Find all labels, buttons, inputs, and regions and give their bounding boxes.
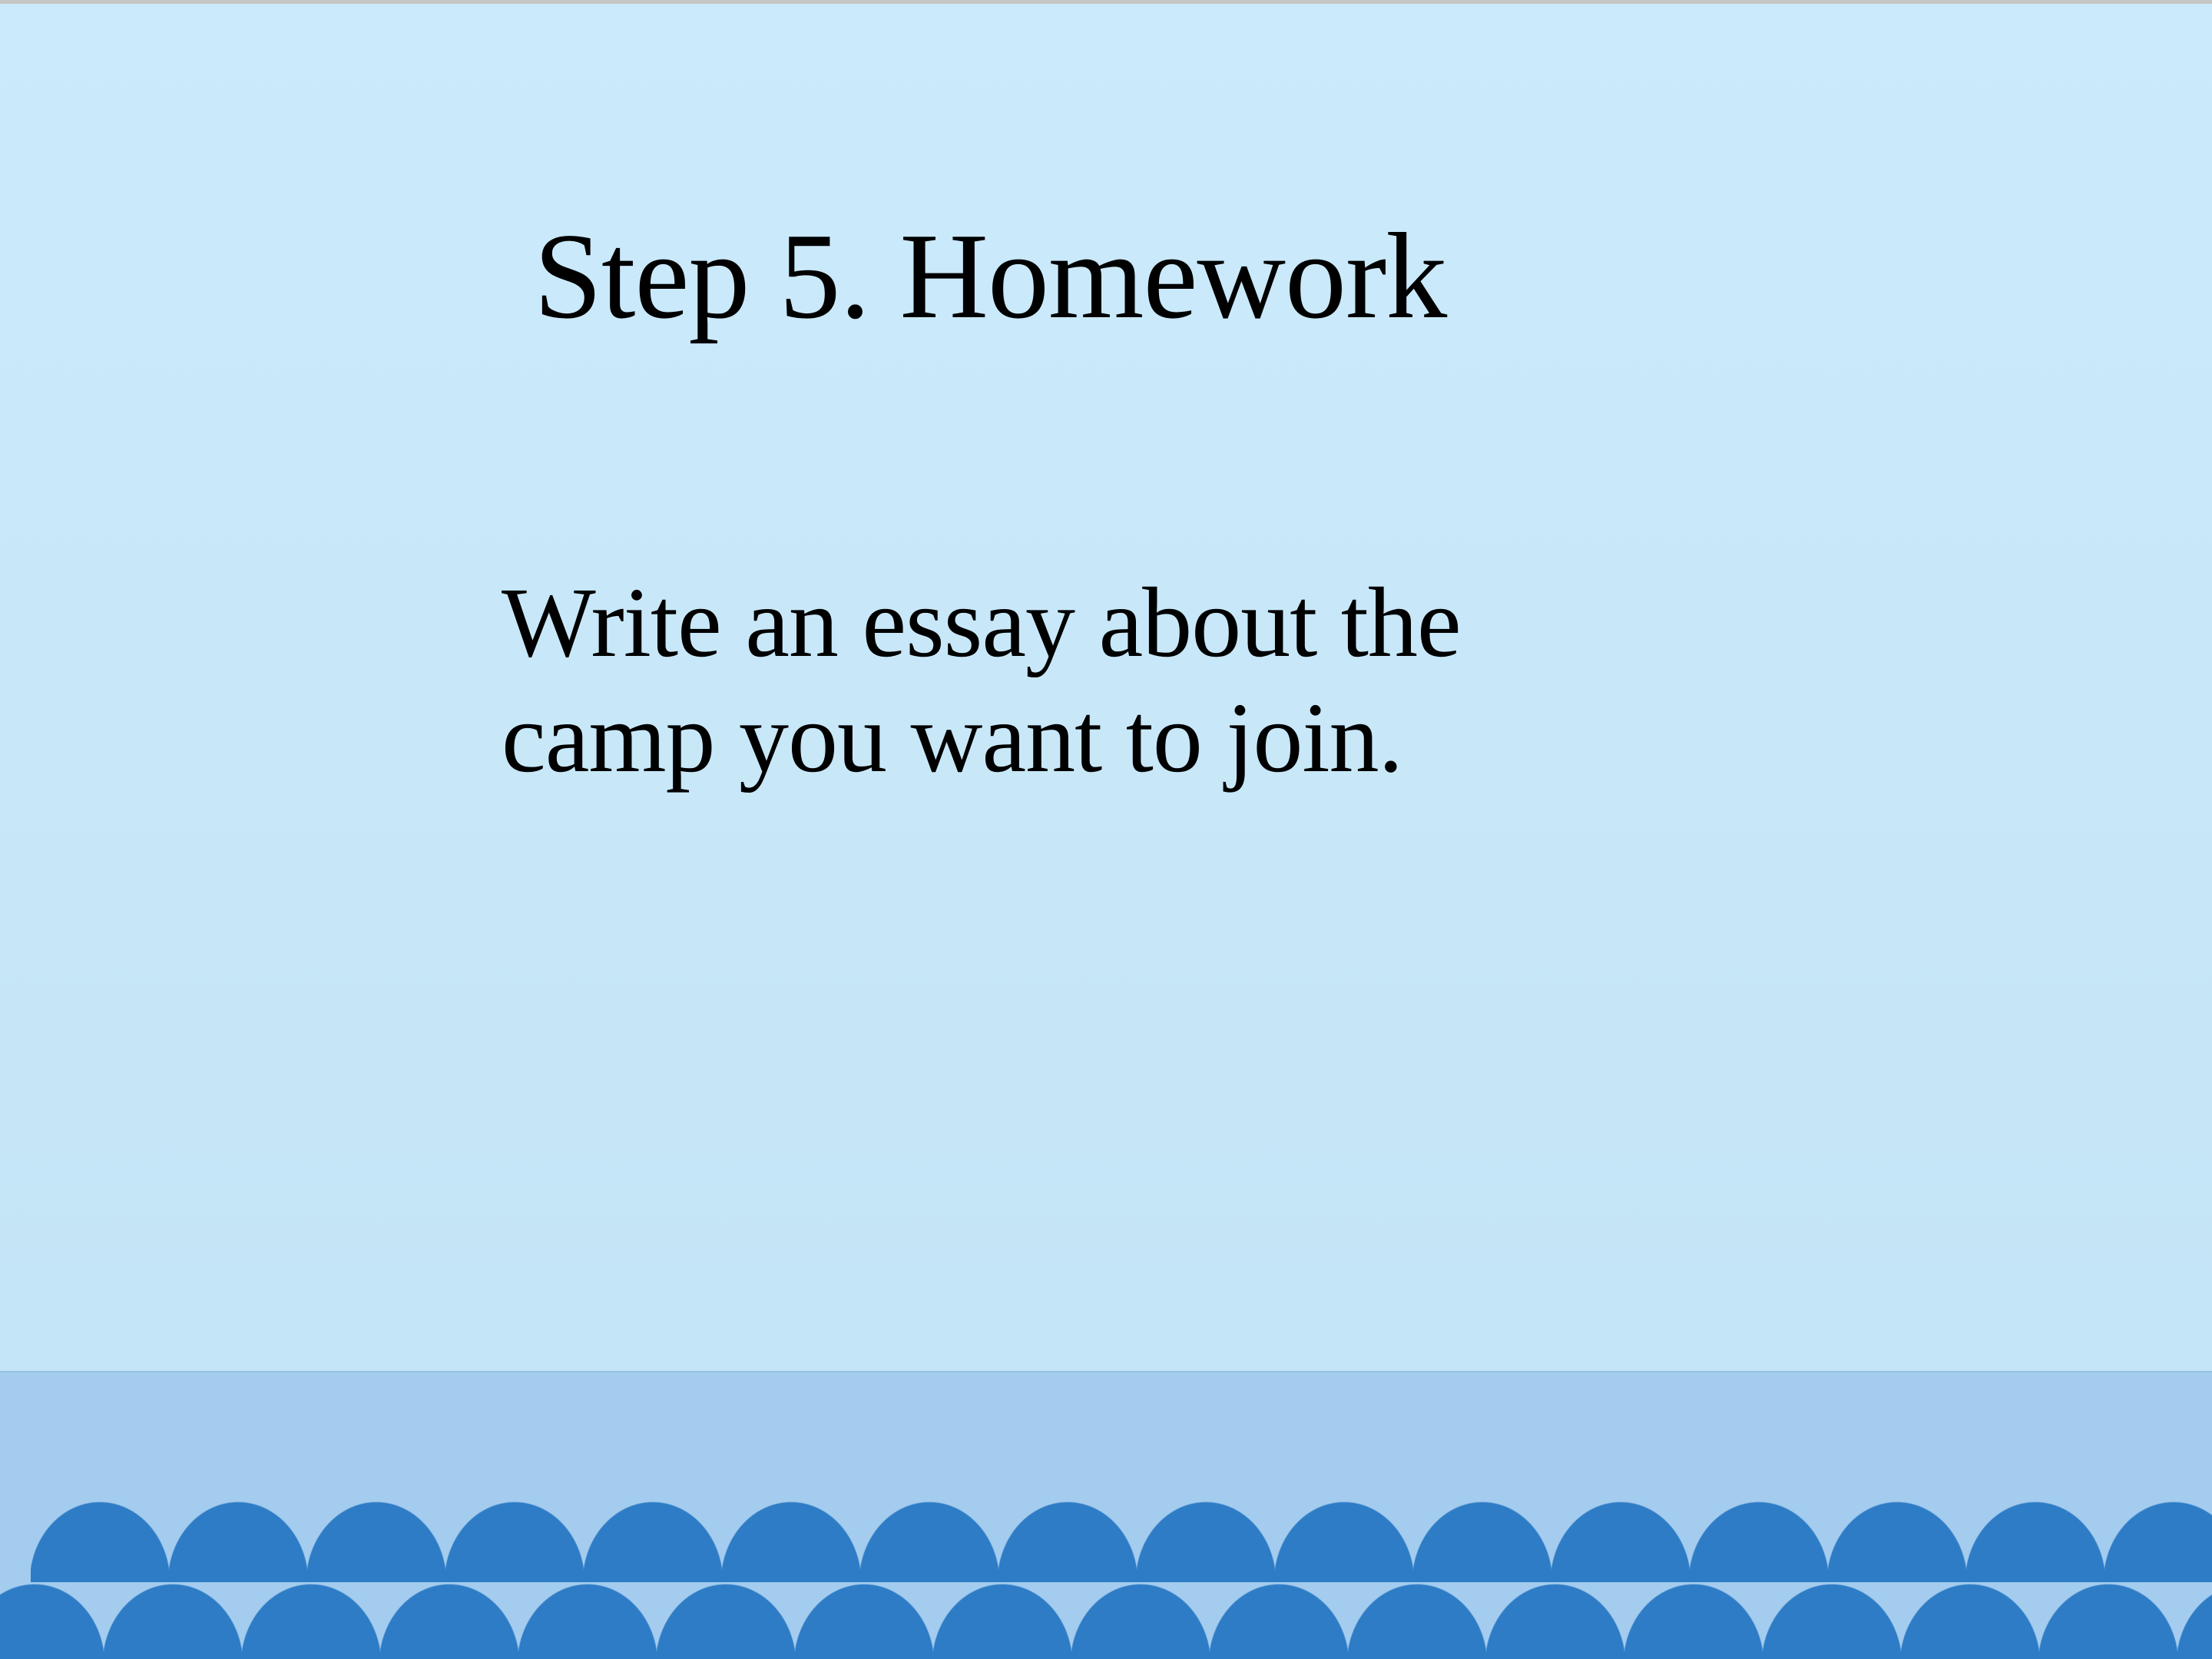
body-line-1: Write an essay about the bbox=[502, 568, 1461, 678]
slide-body-text bbox=[502, 566, 1461, 796]
slide-title: Step 5. Homework bbox=[534, 207, 1447, 344]
body-line-2: camp you want to join. bbox=[502, 682, 1403, 793]
scallop-row-upper bbox=[31, 1502, 2212, 1582]
window-edge-strip bbox=[0, 0, 2212, 4]
scallop-row-lower bbox=[0, 1584, 2212, 1659]
